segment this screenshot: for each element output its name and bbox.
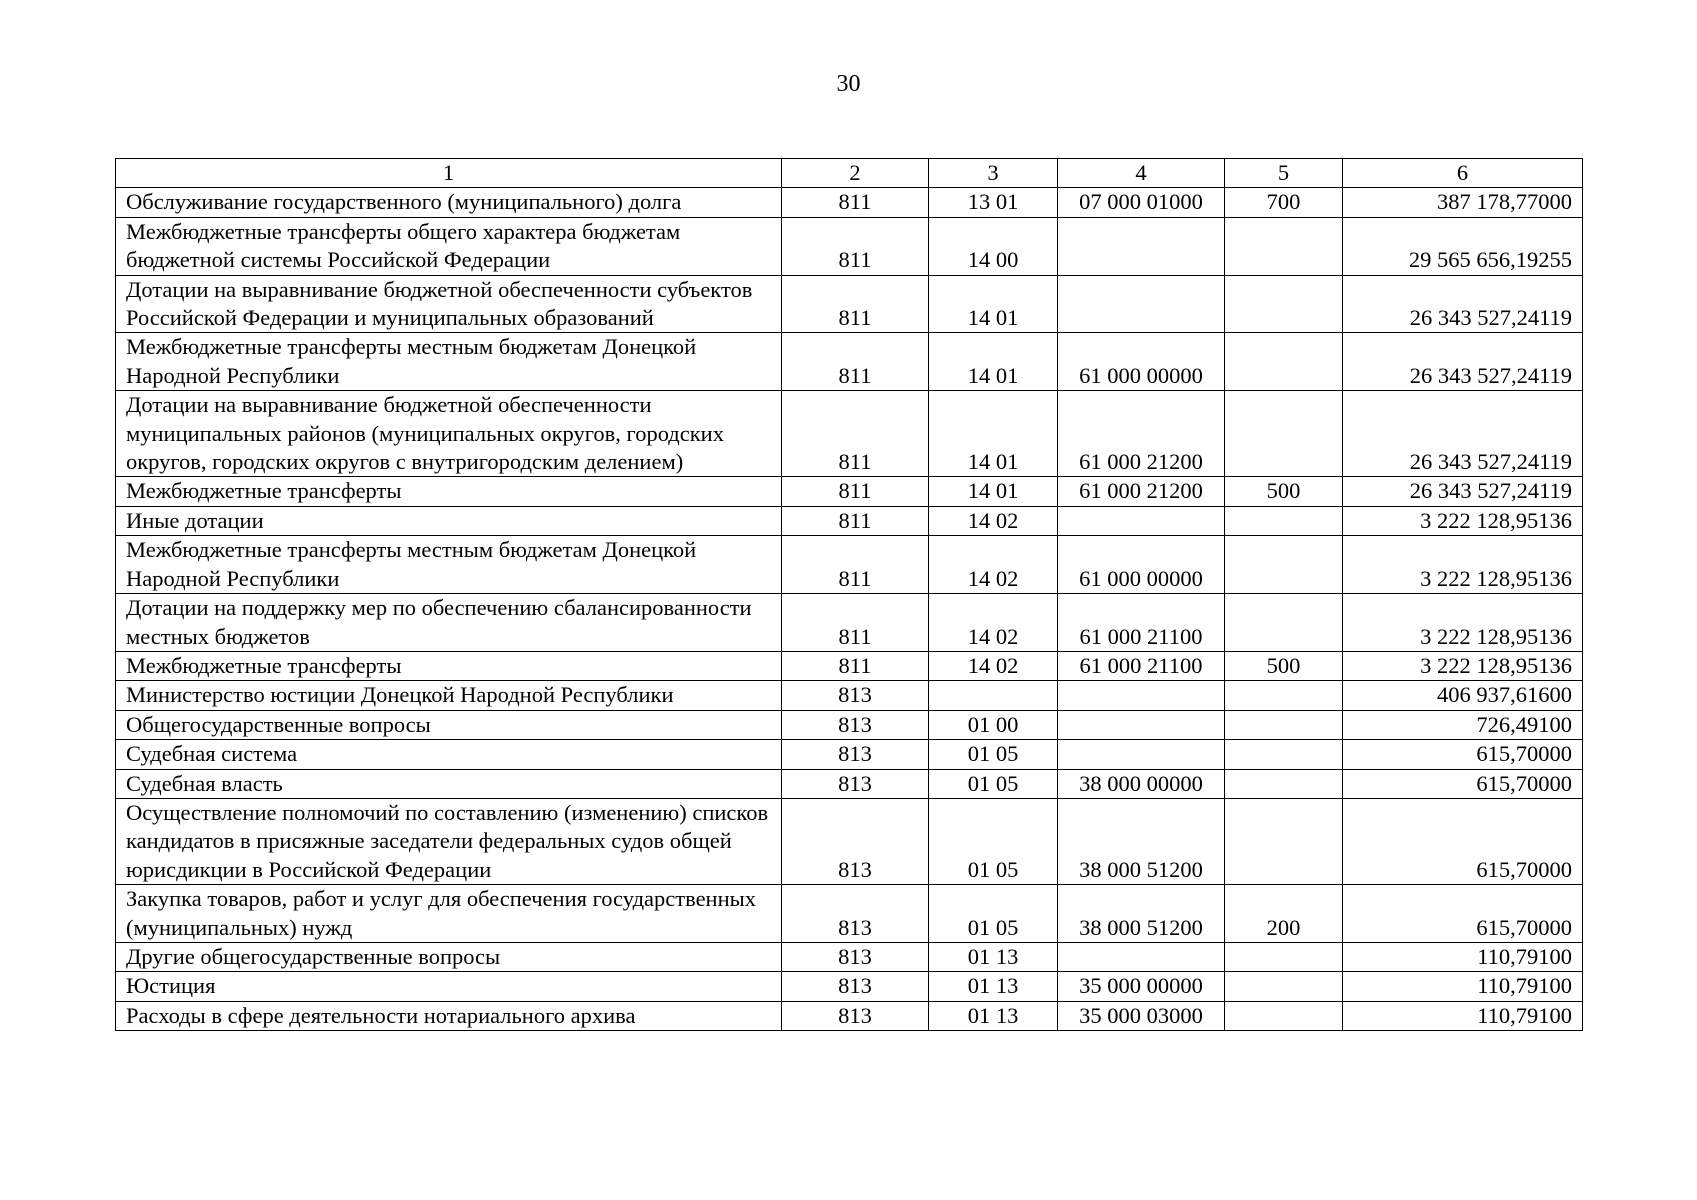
- row-csr-cell: 38 000 51200: [1058, 885, 1225, 943]
- row-ved-cell: 813: [782, 942, 929, 971]
- row-csr-cell: 61 000 21100: [1058, 651, 1225, 680]
- row-sum-cell: 110,79100: [1343, 942, 1583, 971]
- row-name-cell: Межбюджетные трансферты: [116, 477, 782, 506]
- row-vr-cell: [1225, 1001, 1343, 1030]
- row-vr-cell: 700: [1225, 188, 1343, 217]
- row-csr-cell: 61 000 21100: [1058, 594, 1225, 652]
- row-name-cell: Юстиция: [116, 972, 782, 1001]
- row-rzpr-cell: 14 02: [929, 506, 1058, 535]
- row-name-cell: Межбюджетные трансферты местным бюджетам Донецкой Народной Республики: [116, 333, 782, 391]
- row-rzpr-cell: 14 02: [929, 651, 1058, 680]
- table-row: [116, 275, 1583, 333]
- row-sum-cell: 615,70000: [1343, 798, 1583, 884]
- row-sum-cell: 110,79100: [1343, 972, 1583, 1001]
- row-ved-cell: 811: [782, 477, 929, 506]
- row-csr-cell: [1058, 275, 1225, 333]
- table-row: [116, 506, 1583, 535]
- page-number: 30: [836, 71, 861, 97]
- row-vr-cell: [1225, 740, 1343, 769]
- row-ved-cell: 811: [782, 188, 929, 217]
- header-cell-5: 5: [1225, 159, 1343, 188]
- table-header-row: [116, 159, 1583, 188]
- budget-table: [115, 158, 1583, 1031]
- row-rzpr-cell: 14 02: [929, 536, 1058, 594]
- row-csr-cell: 61 000 00000: [1058, 333, 1225, 391]
- row-ved-cell: 811: [782, 594, 929, 652]
- row-name-cell: Общегосударственные вопросы: [116, 710, 782, 739]
- row-vr-cell: 500: [1225, 651, 1343, 680]
- header-cell-4: 4: [1058, 159, 1225, 188]
- row-rzpr-cell: 01 05: [929, 740, 1058, 769]
- row-ved-cell: 811: [782, 333, 929, 391]
- row-sum-cell: 29 565 656,19255: [1343, 217, 1583, 275]
- row-name-cell: Закупка товаров, работ и услуг для обеспечения государственных (муниципальных) нужд: [116, 885, 782, 943]
- row-ved-cell: 813: [782, 769, 929, 798]
- row-sum-cell: 615,70000: [1343, 740, 1583, 769]
- row-sum-cell: 26 343 527,24119: [1343, 333, 1583, 391]
- row-vr-cell: [1225, 594, 1343, 652]
- row-vr-cell: [1225, 769, 1343, 798]
- table-row: [116, 942, 1583, 971]
- row-vr-cell: 500: [1225, 477, 1343, 506]
- row-ved-cell: 813: [782, 798, 929, 884]
- row-name-cell: Межбюджетные трансферты местным бюджетам Донецкой Народной Республики: [116, 536, 782, 594]
- row-vr-cell: [1225, 681, 1343, 710]
- row-vr-cell: [1225, 391, 1343, 477]
- header-cell-1: 1: [116, 159, 782, 188]
- row-name-cell: Дотации на выравнивание бюджетной обеспеченности субъектов Российской Федерации и муниципальных образований: [116, 275, 782, 333]
- row-ved-cell: 813: [782, 681, 929, 710]
- row-sum-cell: 615,70000: [1343, 769, 1583, 798]
- row-name-cell: Расходы в сфере деятельности нотариального архива: [116, 1001, 782, 1030]
- row-csr-cell: 35 000 03000: [1058, 1001, 1225, 1030]
- row-rzpr-cell: 01 05: [929, 798, 1058, 884]
- row-ved-cell: 813: [782, 740, 929, 769]
- row-vr-cell: [1225, 798, 1343, 884]
- row-name-cell: Судебная система: [116, 740, 782, 769]
- row-csr-cell: 61 000 21200: [1058, 477, 1225, 506]
- row-ved-cell: 811: [782, 391, 929, 477]
- row-sum-cell: 3 222 128,95136: [1343, 651, 1583, 680]
- row-csr-cell: 38 000 00000: [1058, 769, 1225, 798]
- table-row: [116, 972, 1583, 1001]
- row-sum-cell: 26 343 527,24119: [1343, 477, 1583, 506]
- table-row: [116, 391, 1583, 477]
- row-sum-cell: 3 222 128,95136: [1343, 506, 1583, 535]
- row-sum-cell: 387 178,77000: [1343, 188, 1583, 217]
- row-rzpr-cell: 14 01: [929, 275, 1058, 333]
- row-sum-cell: 3 222 128,95136: [1343, 594, 1583, 652]
- row-sum-cell: 26 343 527,24119: [1343, 275, 1583, 333]
- row-name-cell: Дотации на поддержку мер по обеспечению сбалансированности местных бюджетов: [116, 594, 782, 652]
- row-ved-cell: 813: [782, 710, 929, 739]
- row-ved-cell: 813: [782, 885, 929, 943]
- row-name-cell: Обслуживание государственного (муниципального) долга: [116, 188, 782, 217]
- table-row: [116, 333, 1583, 391]
- row-rzpr-cell: 14 01: [929, 477, 1058, 506]
- header-cell-3: 3: [929, 159, 1058, 188]
- row-sum-cell: 406 937,61600: [1343, 681, 1583, 710]
- row-vr-cell: [1225, 333, 1343, 391]
- row-csr-cell: 61 000 00000: [1058, 536, 1225, 594]
- row-csr-cell: [1058, 942, 1225, 971]
- row-ved-cell: 811: [782, 651, 929, 680]
- header-cell-2: 2: [782, 159, 929, 188]
- row-csr-cell: [1058, 506, 1225, 535]
- row-name-cell: Иные дотации: [116, 506, 782, 535]
- row-rzpr-cell: 01 13: [929, 942, 1058, 971]
- row-csr-cell: [1058, 740, 1225, 769]
- row-name-cell: Межбюджетные трансферты общего характера бюджетам бюджетной системы Российской Федерации: [116, 217, 782, 275]
- row-ved-cell: 811: [782, 275, 929, 333]
- row-ved-cell: 811: [782, 536, 929, 594]
- row-rzpr-cell: 14 01: [929, 333, 1058, 391]
- table-row: [116, 769, 1583, 798]
- row-name-cell: Дотации на выравнивание бюджетной обеспеченности муниципальных районов (муниципальных округов, городских округов, городских округов с внутригородским делением): [116, 391, 782, 477]
- table-row: [116, 1001, 1583, 1030]
- row-sum-cell: 3 222 128,95136: [1343, 536, 1583, 594]
- row-rzpr-cell: 01 05: [929, 885, 1058, 943]
- table-row: [116, 217, 1583, 275]
- table-row: [116, 594, 1583, 652]
- row-rzpr-cell: 14 00: [929, 217, 1058, 275]
- table-row: [116, 740, 1583, 769]
- row-sum-cell: 26 343 527,24119: [1343, 391, 1583, 477]
- row-csr-cell: 61 000 21200: [1058, 391, 1225, 477]
- row-name-cell: Судебная власть: [116, 769, 782, 798]
- row-rzpr-cell: [929, 681, 1058, 710]
- row-vr-cell: [1225, 536, 1343, 594]
- row-vr-cell: 200: [1225, 885, 1343, 943]
- row-rzpr-cell: 01 13: [929, 1001, 1058, 1030]
- row-csr-cell: [1058, 710, 1225, 739]
- row-csr-cell: [1058, 217, 1225, 275]
- row-csr-cell: 35 000 00000: [1058, 972, 1225, 1001]
- row-name-cell: Министерство юстиции Донецкой Народной Республики: [116, 681, 782, 710]
- row-vr-cell: [1225, 217, 1343, 275]
- row-vr-cell: [1225, 506, 1343, 535]
- row-vr-cell: [1225, 942, 1343, 971]
- row-name-cell: Осуществление полномочий по составлению (изменению) списков кандидатов в присяжные заседатели федеральных судов общей юрисдикции в Российской Федерации: [116, 798, 782, 884]
- row-ved-cell: 811: [782, 217, 929, 275]
- row-csr-cell: 38 000 51200: [1058, 798, 1225, 884]
- row-csr-cell: [1058, 681, 1225, 710]
- row-vr-cell: [1225, 710, 1343, 739]
- row-csr-cell: 07 000 01000: [1058, 188, 1225, 217]
- row-rzpr-cell: 01 05: [929, 769, 1058, 798]
- row-rzpr-cell: 14 02: [929, 594, 1058, 652]
- row-sum-cell: 110,79100: [1343, 1001, 1583, 1030]
- table-row: [116, 798, 1583, 884]
- header-cell-6: 6: [1343, 159, 1583, 188]
- row-vr-cell: [1225, 972, 1343, 1001]
- table-row: [116, 651, 1583, 680]
- table-row: [116, 885, 1583, 943]
- table-row: [116, 536, 1583, 594]
- row-rzpr-cell: 01 00: [929, 710, 1058, 739]
- table-row: [116, 188, 1583, 217]
- row-vr-cell: [1225, 275, 1343, 333]
- row-ved-cell: 811: [782, 506, 929, 535]
- row-sum-cell: 726,49100: [1343, 710, 1583, 739]
- row-sum-cell: 615,70000: [1343, 885, 1583, 943]
- row-rzpr-cell: 01 13: [929, 972, 1058, 1001]
- row-ved-cell: 813: [782, 1001, 929, 1030]
- row-name-cell: Межбюджетные трансферты: [116, 651, 782, 680]
- row-ved-cell: 813: [782, 972, 929, 1001]
- table-row: [116, 710, 1583, 739]
- table-row: [116, 477, 1583, 506]
- row-name-cell: Другие общегосударственные вопросы: [116, 942, 782, 971]
- row-rzpr-cell: 13 01: [929, 188, 1058, 217]
- table-row: [116, 681, 1583, 710]
- row-rzpr-cell: 14 01: [929, 391, 1058, 477]
